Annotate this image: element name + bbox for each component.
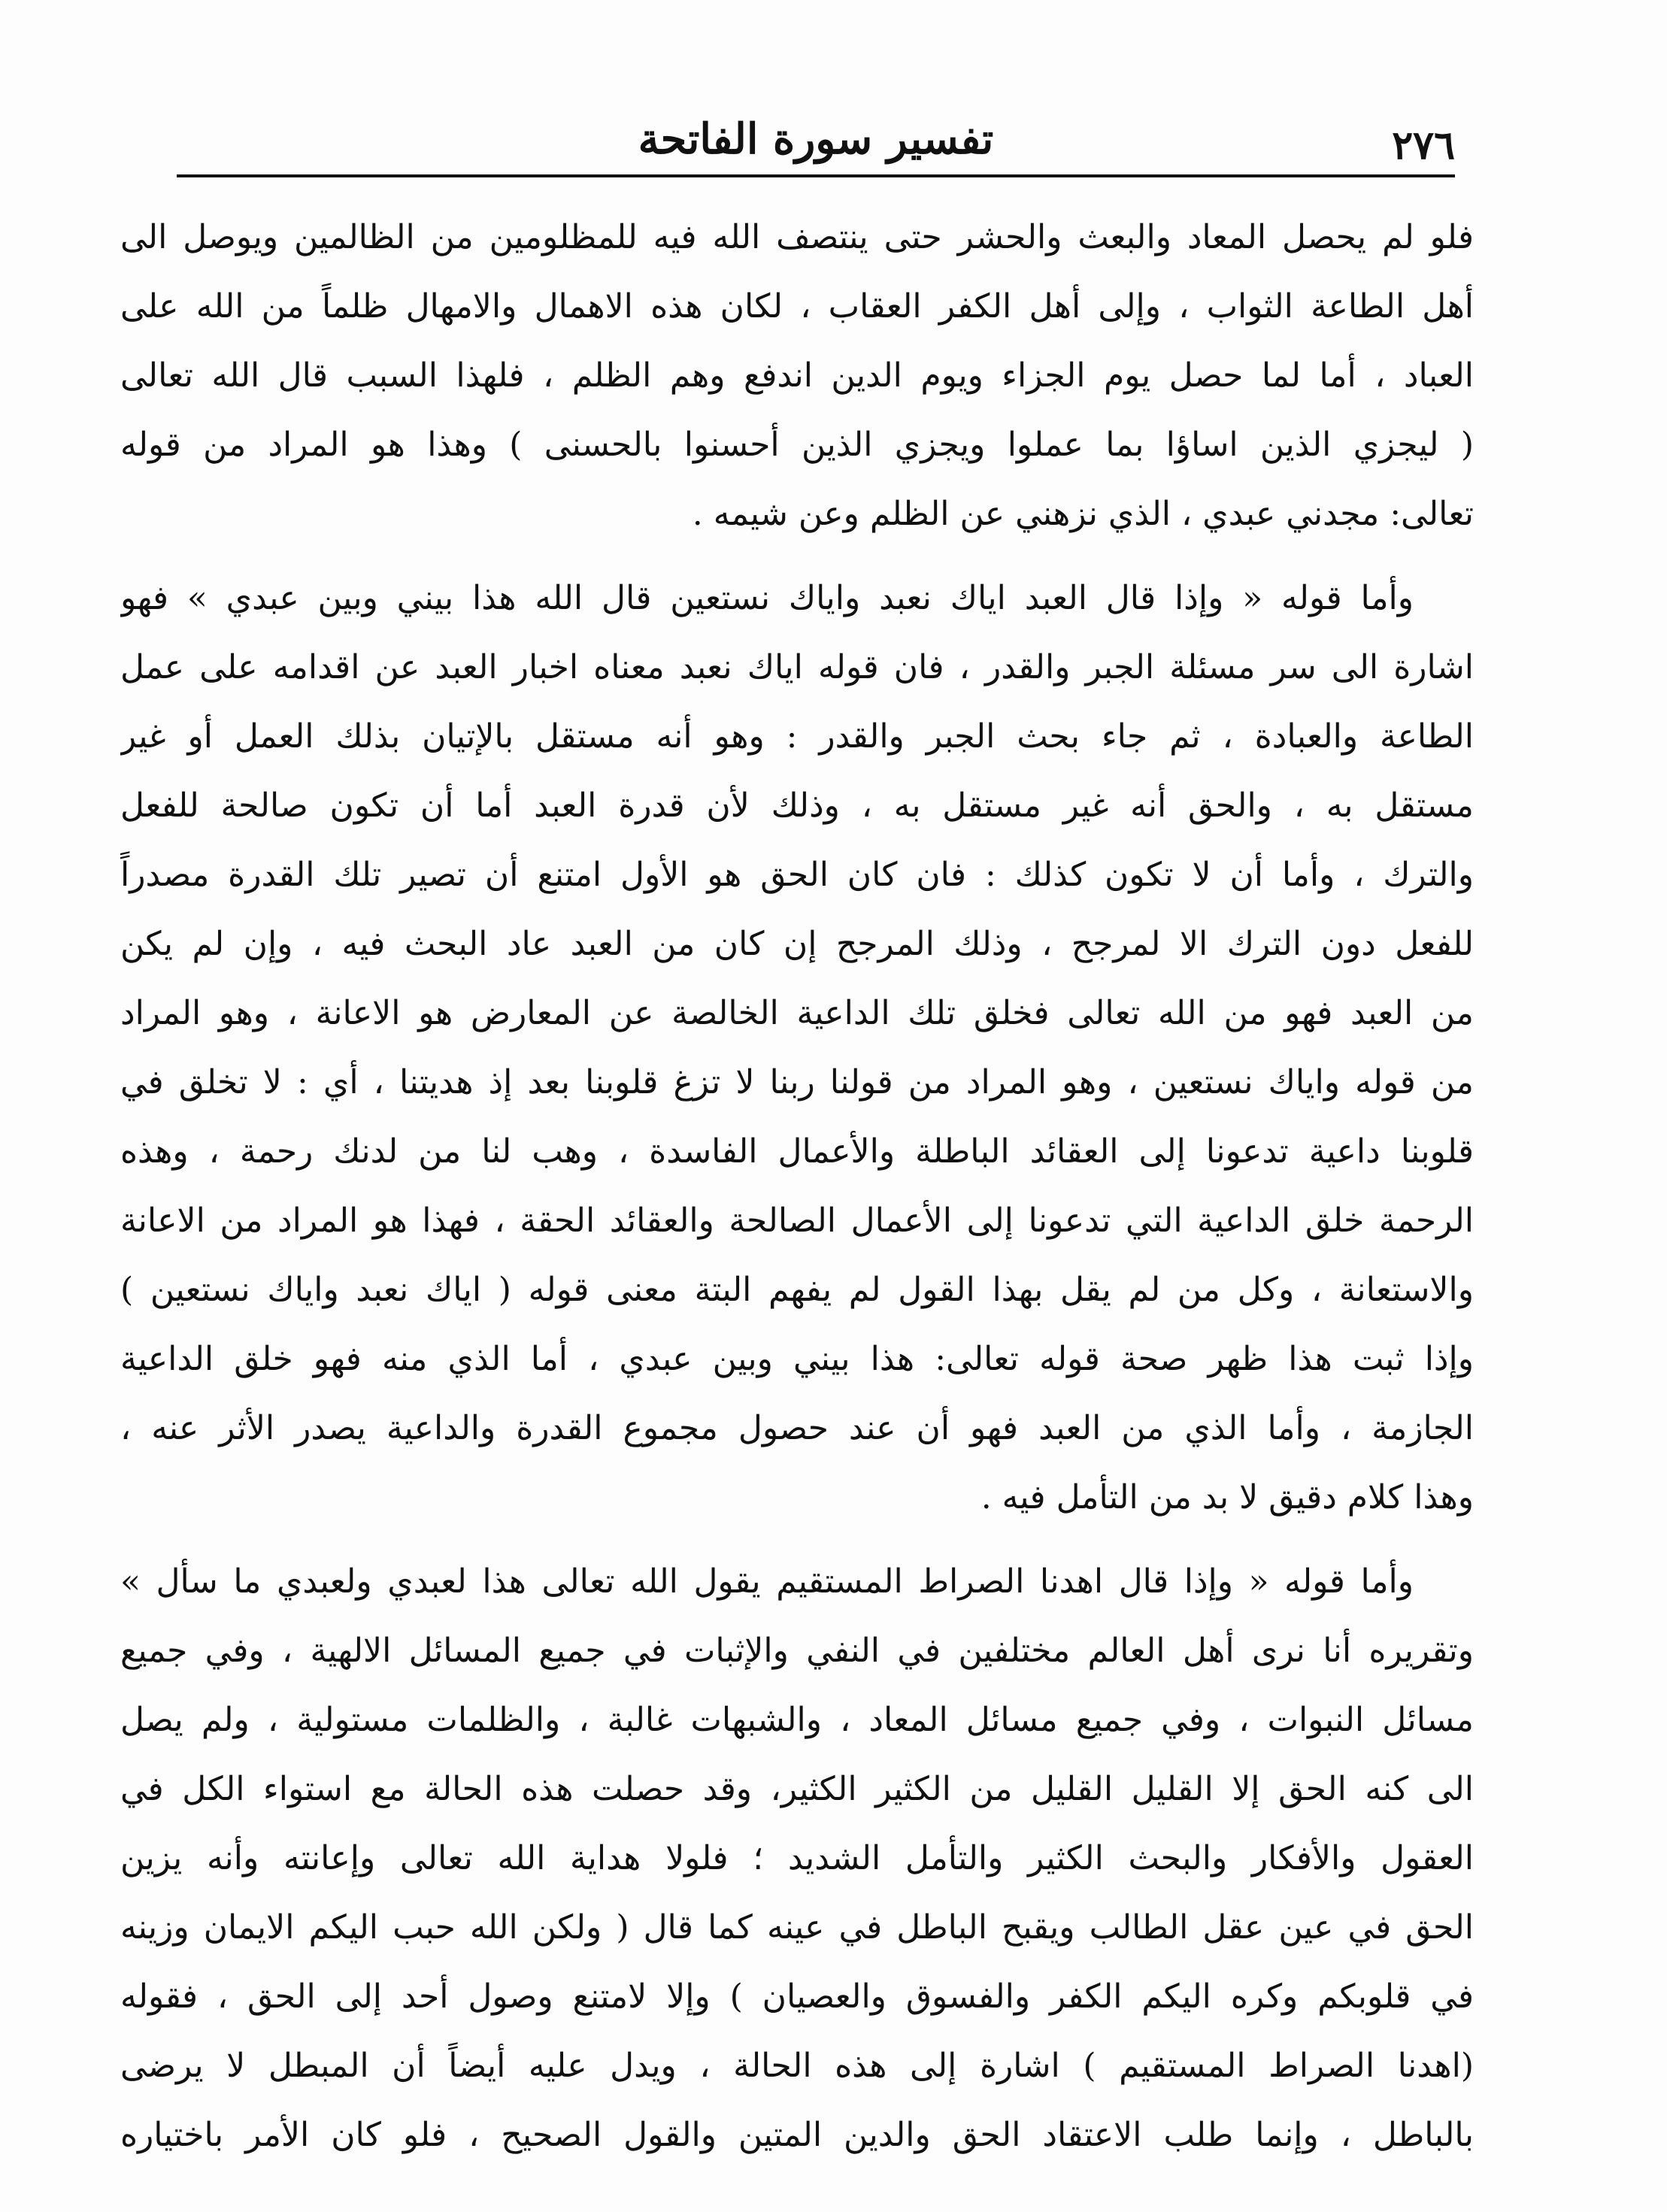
text-line: من العبد فهو من الله تعالى فخلق تلك الداعية الخالصة عن المعارض هو الاعانة ، وهو المراد	[120, 994, 1474, 1032]
text-line: للفعل دون الترك الا لمرجح ، وذلك المرجح إن كان من العبد عاد البحث فيه ، وإن لم يكن	[120, 925, 1474, 963]
text-line: (اهدنا الصراط المستقيم ) اشارة إلى هذه الحالة ، ويدل عليه أيضاً أن المبطل لا يرضى	[120, 2047, 1474, 2085]
text-line: وتقريره أنا نرى أهل العالم مختلفين في النفي والإثبات في جميع المسائل الالهية ، وفي جميع	[120, 1632, 1474, 1670]
text-line: وأما قوله « وإذا قال العبد اياك نعبد واياك نستعين قال الله هذا بيني وبين عبدي » فهو	[120, 579, 1414, 617]
paragraph-2	[120, 564, 1474, 1532]
text-line: مستقل به ، والحق أنه غير مستقل به ، وذلك لأن قدرة العبد أما أن تكون صالحة للفعل	[120, 786, 1474, 825]
text-line: الحق في عين عقل الطالب ويقبح الباطل في عينه كما قال ( ولكن الله حبب اليكم الايمان وزينه	[120, 1908, 1474, 1947]
text-line: أهل الطاعة الثواب ، وإلى أهل الكفر العقاب ، لكان هذه الاهمال والامهال ظلماً من الله على	[120, 287, 1474, 326]
text-line: مسائل النبوات ، وفي جميع مسائل المعاد ، والشبهات غالبة ، والظلمات مستولية ، ولم يصل	[120, 1701, 1474, 1739]
body-text	[120, 203, 1474, 2185]
text-line: الجازمة ، وأما الذي من العبد فهو أن عند حصول مجموع القدرة والداعية يصدر الأثر عنه ،	[120, 1409, 1474, 1447]
paragraph-3	[120, 1547, 1474, 2170]
page-number: ٢٧٦	[1392, 123, 1455, 168]
paragraph-1	[120, 203, 1474, 549]
text-line: العباد ، أما لما حصل يوم الجزاء ويوم الدين اندفع وهم الظلم ، فلهذا السبب قال الله تعالى	[120, 356, 1474, 395]
text-line: وهذا كلام دقيق لا بد من التأمل فيه .	[980, 1478, 1474, 1517]
text-line: والاستعانة ، وكل من لم يقل بهذا القول لم يفهم البتة معنى قوله ( اياك نعبد واياك نستعين )	[120, 1271, 1474, 1309]
text-line: الرحمة خلق الداعية التي تدعونا إلى الأعمال الصالحة والعقائد الحقة ، فهذا هو المراد من الاعانة	[120, 1201, 1474, 1240]
text-line: العقول والأفكار والبحث الكثير والتأمل الشديد ؛ فلولا هداية الله تعالى وإعانته وأنه يزين	[120, 1839, 1474, 1877]
text-line: بالباطل ، وإنما طلب الاعتقاد الحق والدين المتين والقول الصحيح ، فلو كان الأمر باختياره	[120, 2116, 1474, 2154]
text-line: ( ليجزي الذين اساؤا بما عملوا ويجزي الذين أحسنوا بالحسنى ) وهذا هو المراد من قوله	[120, 426, 1474, 464]
text-line: قلوبنا داعية تدعونا إلى العقائد الباطلة والأعمال الفاسدة ، وهب لنا من لدنك رحمة ، وهذه	[120, 1132, 1474, 1171]
text-line: وإذا ثبت هذا ظهر صحة قوله تعالى: هذا بيني وبين عبدي ، أما الذي منه فهو خلق الداعية	[120, 1340, 1474, 1378]
text-line: الى كنه الحق إلا القليل القليل من الكثير الكثير، وقد حصلت هذه الحالة مع استواء الكل في	[120, 1770, 1474, 1808]
page-header	[177, 105, 1455, 177]
text-line: الطاعة والعبادة ، ثم جاء بحث الجبر والقدر : وهو أنه مستقل بالإتيان بذلك العمل أو غير	[120, 717, 1474, 756]
header-rule	[177, 174, 1455, 177]
running-title: تفسير سورة الفاتحة	[638, 114, 994, 164]
text-line: فلو لم يحصل المعاد والبعث والحشر حتى ينتصف الله فيه للمظلومين من الظالمين ويوصل الى	[120, 218, 1474, 256]
text-line: في قلوبكم وكره اليكم الكفر والفسوق والعصيان ) وإلا لامتنع وصول أحد إلى الحق ، فقوله	[120, 1977, 1474, 2016]
text-line: اشارة الى سر مسئلة الجبر والقدر ، فان قوله اياك نعبد معناه اخبار العبد عن اقدامه على عمل	[120, 648, 1474, 686]
text-line: تعالى: مجدني عبدي ، الذي نزهني عن الظلم وعن شيمه .	[692, 495, 1474, 533]
text-line: من قوله واياك نستعين ، وهو المراد من قولنا ربنا لا تزغ قلوبنا بعد إذ هديتنا ، أي : لا تخلق في	[120, 1063, 1474, 1101]
text-line: والترك ، وأما أن لا تكون كذلك : فان كان الحق هو الأول امتنع أن تصير تلك القدرة مصدراً	[120, 856, 1474, 894]
text-line: وأما قوله « وإذا قال اهدنا الصراط المستقيم يقول الله تعالى هذا لعبدي ولعبدي ما سأل »	[120, 1562, 1414, 1601]
